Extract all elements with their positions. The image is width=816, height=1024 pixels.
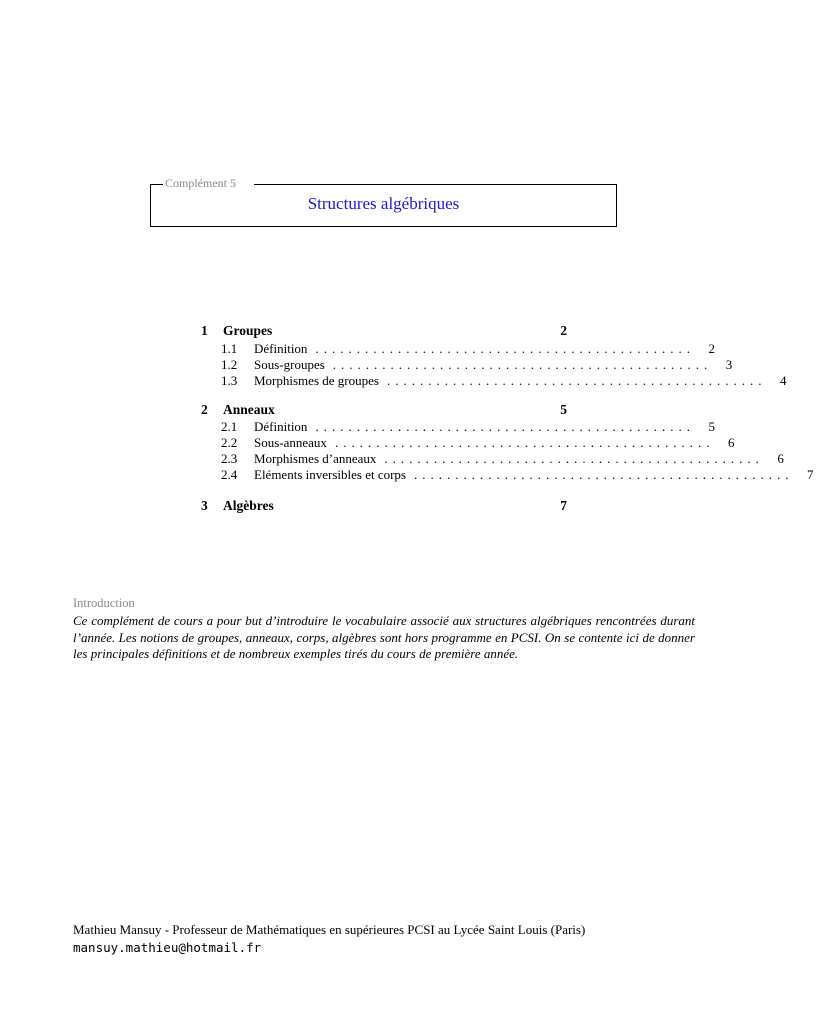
toc-section-title: Anneaux (223, 402, 275, 417)
toc-subsection-number: 1.1 (221, 341, 238, 356)
toc-leader-dots: .............................................. (332, 357, 713, 372)
author-line: Mathieu Mansuy - Professeur de Mathématiques en supérieures PCSI au Lycée Saint Louis (Paris) (73, 922, 586, 937)
toc-leader-dots: .............................................. (315, 341, 695, 356)
toc-subsection-page: 6 (727, 435, 735, 450)
toc-subsection[interactable] (221, 357, 733, 373)
toc-subsection-title: Eléments inversibles et corps (254, 467, 410, 483)
toc-subsection-page: 5 (708, 419, 715, 434)
toc-subsection-number: 1.2 (221, 357, 238, 372)
toc-subsection-page: 3 (725, 357, 733, 372)
box-border-left-segment (150, 184, 163, 185)
toc-subsection[interactable] (221, 341, 715, 357)
title-box (150, 176, 617, 227)
toc-section-page: 7 (560, 498, 567, 513)
toc-leader-dots: .............................................. (414, 467, 794, 482)
toc-subsection-page: 6 (777, 451, 784, 466)
toc-subsection-title: Morphismes d’anneaux (254, 451, 380, 467)
introduction-block (73, 596, 695, 663)
chapter-caption: Complément 5 (165, 176, 236, 190)
toc-leader-dots: .............................................. (386, 373, 767, 388)
toc-subsection-title: Morphismes de groupes (254, 373, 383, 389)
introduction-text: Ce complément de cours a pour but d’introduire le vocabulaire associé aux structures algébriques rencontrées durant l’année. Les notions de groupes, anneaux, corps, algèbres sont hors programme en PCSI. On se contente ici de donner les principales définitions et de nombreux exemples tirés du cours de première année. (73, 613, 695, 661)
toc-subsection-page: 4 (779, 373, 787, 388)
toc-subsection-number: 1.3 (221, 373, 238, 388)
author-footer (73, 921, 713, 957)
toc-section-number: 2 (201, 402, 208, 417)
toc-subsection-title: Sous-groupes (254, 357, 329, 373)
toc-leader-dots: .............................................. (334, 435, 715, 450)
toc-subsection-number: 2.2 (221, 435, 238, 450)
toc-subsection[interactable] (221, 467, 814, 483)
toc-subsection[interactable] (221, 435, 735, 451)
toc-section-title: Groupes (223, 323, 273, 338)
toc-section-title: Algèbres (223, 498, 274, 513)
toc-subsection-number: 2.1 (221, 419, 238, 434)
toc-subsection-title: Sous-anneaux (254, 435, 331, 451)
toc-section-number: 3 (201, 498, 208, 513)
toc-section-page: 2 (560, 323, 567, 338)
toc-subsection-page: 2 (708, 341, 715, 356)
toc-subsection-title: Définition (254, 419, 311, 435)
toc-subsection[interactable] (221, 419, 715, 435)
toc-subsection-title: Définition (254, 341, 311, 357)
toc-leader-dots: .............................................. (315, 419, 695, 434)
toc-subsection-number: 2.4 (221, 467, 238, 482)
author-email[interactable]: mansuy.mathieu@hotmail.fr (73, 940, 262, 955)
toc-leader-dots: .............................................. (384, 451, 764, 466)
toc-subsection-number: 2.3 (221, 451, 238, 466)
introduction-heading: Introduction (73, 596, 135, 610)
box-border-right-segment (254, 184, 617, 185)
toc-subsection[interactable] (221, 373, 787, 389)
toc-subsection[interactable] (221, 451, 784, 467)
toc-section[interactable] (199, 322, 569, 340)
toc-section-page: 5 (560, 402, 567, 417)
toc-section-number: 1 (201, 323, 208, 338)
document-title: Structures algébriques (307, 194, 460, 213)
toc-section[interactable] (199, 401, 569, 419)
toc-subsection-page: 7 (807, 467, 814, 482)
toc-section[interactable] (199, 497, 569, 515)
